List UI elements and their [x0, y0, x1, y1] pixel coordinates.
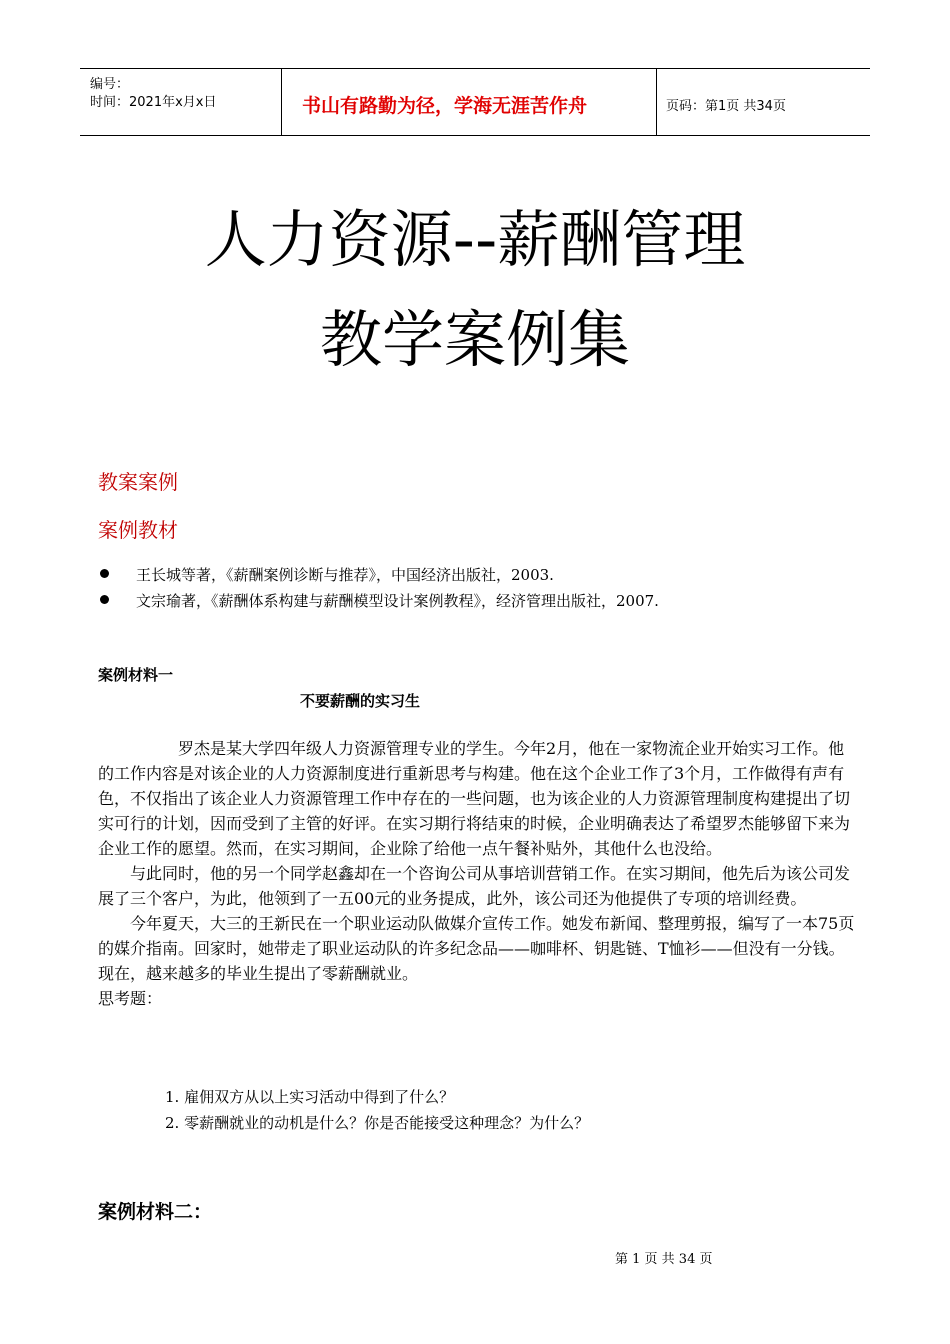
time-label: 时间：2021年x月x日 — [90, 95, 217, 110]
header-left-cell — [80, 69, 280, 135]
question-item: 2. 零薪酬就业的动机是什么？你是否能接受这种理念？为什么？ — [165, 1114, 590, 1132]
question-item: 1. 雇佣双方从以上实习活动中得到了什么？ — [165, 1088, 455, 1106]
case1-body — [98, 736, 858, 1011]
case1-paragraph: 思考题： — [98, 989, 163, 1008]
bullet-icon — [100, 595, 109, 604]
section-case-materials: 案例教材 — [98, 518, 178, 542]
case2-label: 案例材料二： — [98, 1201, 213, 1223]
section-teaching-cases: 教案案例 — [98, 470, 178, 494]
case1-paragraph: 罗杰是某大学四年级人力资源管理专业的学生。今年2月，他在一家物流企业开始实习工作。他的工作内容是对该企业的人力资源制度进行重新思考与构建。他在这个企业工作了3个月，工作做得有声有色，不仅指出了该企业人力资源管理工作中存在的一些问题，也为该企业的人力资源管理制度构建提出了切实可行的计划，因而受到了主管的好评。在实习期行将结束的时候，企业明确表达了希望罗杰能够留下来为企业工作的愿望。然而，在实习期间，企业除了给他一点午餐补贴外，其他什么也没给。 — [98, 739, 851, 858]
bullet-icon — [100, 569, 109, 578]
case1-paragraph: 今年夏天，大三的王新民在一个职业运动队做媒介宣传工作。她发布新闻、整理剪报，编写了一本75页的媒介指南。回家时，她带走了职业运动队的许多纪念品——咖啡杯、钥匙链、T恤衫——但没有一分钱。 — [98, 914, 855, 958]
reference-text: 王长城等著，《薪酬案例诊断与推荐》，中国经济出版社，2003. — [136, 566, 554, 584]
page-label: 页码：第1页 共34页 — [666, 99, 786, 114]
number-label: 编号： — [90, 77, 130, 92]
case1-paragraph: 与此同时，他的另一个同学赵鑫却在一个咨询公司从事培训营销工作。在实习期间，他先后为该公司发展了三个客户，为此，他领到了一五00元的业务提成，此外，该公司还为他提供了专项的培训经费。 — [98, 864, 851, 908]
case1-label: 案例材料一 — [98, 666, 174, 684]
case1-paragraph: 现在，越来越多的毕业生提出了零薪酬就业。 — [98, 964, 419, 983]
document-title-line1: 人力资源--薪酬管理 — [204, 203, 746, 276]
header-page-cell — [656, 69, 870, 135]
reference-text: 文宗瑜著，《薪酬体系构建与薪酬模型设计案例教程》，经济管理出版社，2007. — [136, 592, 659, 610]
page-footer: 第 1 页 共 34 页 — [615, 1252, 713, 1267]
document-title-line2: 教学案例集 — [319, 303, 630, 376]
header-table — [80, 68, 870, 136]
header-motto-cell — [281, 69, 657, 135]
motto-text: 书山有路勤为径，学海无涯苦作舟 — [302, 95, 588, 117]
case1-title: 不要薪酬的实习生 — [300, 692, 421, 710]
